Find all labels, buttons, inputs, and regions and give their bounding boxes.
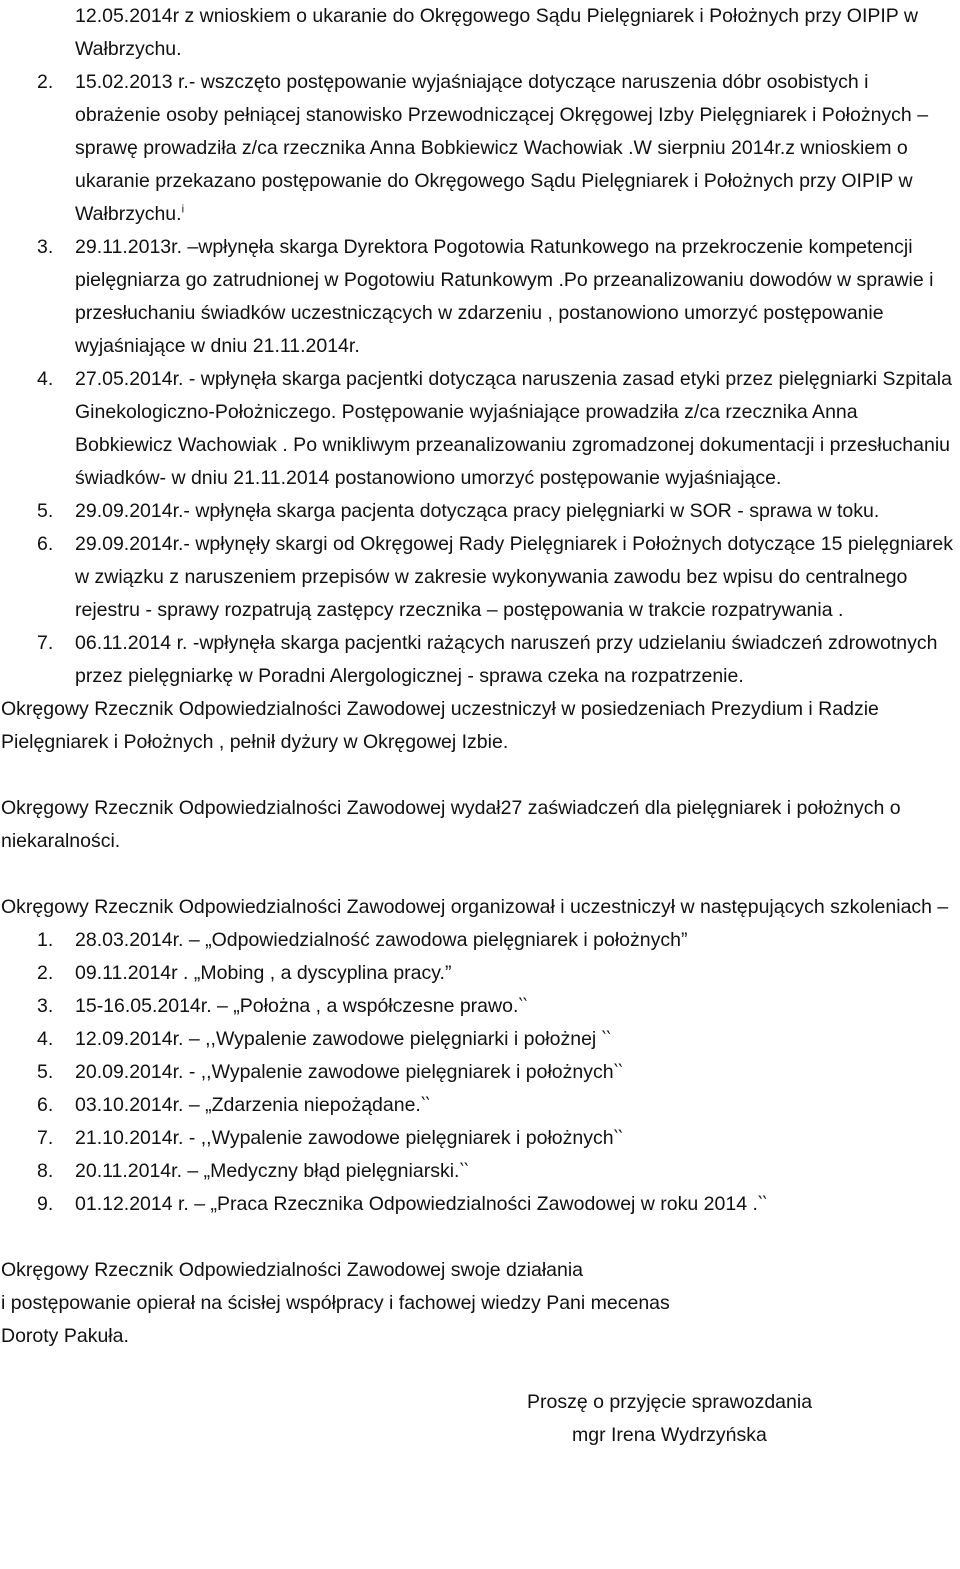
training-text: 03.10.2014r. – „Zdarzenia niepożądane.‵‵: [75, 1094, 430, 1116]
training-text: 28.03.2014r. – „Odpowiedzialność zawodowa pielęgniarek i położnych”: [75, 929, 688, 951]
training-item: [0, 1188, 960, 1221]
certificates-paragraph: Okręgowy Rzecznik Odpowiedzialności Zawodowej wydał27 zaświadczeń dla pielęgniarek i położnych o niekaralności.: [1, 797, 901, 852]
training-text: 20.11.2014r. – „Medyczny błąd pielęgniarski.‵‵: [75, 1160, 469, 1182]
meetings-paragraph: Okręgowy Rzecznik Odpowiedzialności Zawodowej uczestniczył w posiedzeniach Prezydium i Radzie Pielęgniarek i Położnych , pełnił dyżury w Okręgowej Izbie.: [1, 698, 879, 753]
case-text: 15.02.2013 r.- wszczęto postępowanie wyjaśniające dotyczące naruszenia dóbr osobistych i obrażenie osoby pełniącej stanowisko Przewodniczącej Okręgowej Izby Pielęgniarek i Położnych – sprawę prowadziła z/ca rzecznika Anna Bobkiewicz Wachowiak .W sierpniu 2014r.z wnioskiem o ukaranie przekazano postępowanie do Okręgowego Sądu Pielęgniarek i Położnych przy OIPIP w Wałbrzychu.: [75, 71, 929, 225]
case-item: [0, 0, 960, 66]
paragraph-gap: [0, 858, 960, 891]
case-item: [0, 495, 960, 528]
training-text: 15-16.05.2014r. – „Położna , a współczesne prawo.‵‵: [75, 995, 528, 1017]
case-number: 5.: [37, 500, 54, 522]
case-number: [0, 0, 75, 66]
case-number: 4.: [37, 368, 54, 390]
closing-line-3: Doroty Pakuła.: [1, 1325, 129, 1347]
training-number: 8.: [37, 1160, 54, 1182]
signature-request: Proszę o przyjęcie sprawozdania: [527, 1391, 813, 1413]
closing-line-1: Okręgowy Rzecznik Odpowiedzialności Zawodowej swoje działania: [1, 1259, 584, 1281]
training-number: 2.: [37, 962, 54, 984]
case-text: 29.09.2014r.- wpłynęły skargi od Okręgowej Rady Pielęgniarek i Położnych dotyczące 15 pielęgniarek w związku z naruszeniem przepisów w zakresie wykonywania zawodu bez wpisu do centralnego rejestru - sprawy rozpatrują zastępcy rzecznika – postępowania w trakcie rozpatrywania .: [75, 533, 953, 621]
paragraph-gap: [0, 1353, 960, 1386]
case-number: 2.: [37, 71, 54, 93]
case-text: 06.11.2014 r. -wpłynęła skarga pacjentki rażących naruszeń przy udzielaniu świadczeń zdrowotnych przez pielęgniarkę w Poradni Alergologicznej - sprawa czeka na rozpatrzenie.: [75, 632, 938, 687]
training-number: 4.: [37, 1028, 54, 1050]
case-item: [0, 66, 960, 231]
training-item: [0, 1023, 960, 1056]
training-number: 9.: [37, 1193, 54, 1215]
training-number: 7.: [37, 1127, 54, 1149]
training-number: 6.: [37, 1094, 54, 1116]
training-number: 3.: [37, 995, 54, 1017]
case-text: 29.09.2014r.- wpłynęła skarga pacjenta dotycząca pracy pielęgniarki w SOR - sprawa w toku.: [75, 500, 880, 522]
training-text: 01.12.2014 r. – „Praca Rzecznika Odpowiedzialności Zawodowej w roku 2014 .‵‵: [75, 1193, 767, 1215]
case-text-wrapper: [75, 66, 960, 231]
training-item: [0, 924, 960, 957]
training-text: 09.11.2014r . „Mobing , a dyscyplina pracy.”: [75, 962, 452, 984]
training-item: [0, 1089, 960, 1122]
case-number: 3.: [37, 236, 54, 258]
case-text: 27.05.2014r. - wpłynęła skarga pacjentki dotycząca naruszenia zasad etyki przez pielęgniarki Szpitala Ginekologiczno-Położniczego. Postępowanie wyjaśniające prowadziła z/ca rzecznika Anna Bobkiewicz Wachowiak . Po wnikliwym przeanalizowaniu zgromadzonej dokumentacji i przesłuchaniu świadków- w dniu 21.11.2014 postanowiono umorzyć postępowanie wyjaśniające.: [75, 368, 952, 489]
training-number: 5.: [37, 1061, 54, 1083]
case-item: [0, 528, 960, 627]
training-item: [0, 1122, 960, 1155]
case-list: [0, 0, 960, 693]
training-text: 20.09.2014r. - ,,Wypalenie zawodowe pielęgniarek i położnych‵‵: [75, 1061, 623, 1083]
closing-line-2: i postępowanie opierał na ścisłej współpracy i fachowej wiedzy Pani mecenas: [1, 1292, 670, 1314]
paragraph-gap: [0, 759, 960, 792]
case-text: 12.05.2014r z wnioskiem o ukaranie do Okręgowego Sądu Pielęgniarek i Położnych przy OIPIP w Wałbrzychu.: [75, 5, 918, 60]
case-number: 7.: [37, 632, 54, 654]
training-item: [0, 990, 960, 1023]
training-item: [0, 1056, 960, 1089]
case-item: [0, 231, 960, 363]
training-number: 1.: [37, 929, 54, 951]
footnote-marker: i: [181, 203, 185, 216]
case-item: [0, 627, 960, 693]
case-number: 6.: [37, 533, 54, 555]
signature-name: mgr Irena Wydrzyńska: [572, 1424, 767, 1446]
paragraph-gap: [0, 1221, 960, 1254]
training-text: 21.10.2014r. - ,,Wypalenie zawodowe pielęgniarek i położnych‵‵: [75, 1127, 623, 1149]
training-item: [0, 1155, 960, 1188]
training-list: [0, 924, 960, 1221]
training-text: 12.09.2014r. – ,,Wypalenie zawodowe pielęgniarki i położnej ‵‵: [75, 1028, 611, 1050]
training-item: [0, 957, 960, 990]
trainings-intro: Okręgowy Rzecznik Odpowiedzialności Zawodowej organizował i uczestniczył w następujących szkoleniach –: [1, 896, 949, 918]
case-item: [0, 363, 960, 495]
case-text: 29.11.2013r. –wpłynęła skarga Dyrektora Pogotowia Ratunkowego na przekroczenie kompetencji pielęgniarza go zatrudnionej w Pogotowiu Ratunkowym .Po przeanalizowaniu dowodów w sprawie i przesłuchaniu świadków uczestniczących w zdarzeniu , postanowiono umorzyć postępowanie wyjaśniające w dniu 21.11.2014r.: [75, 236, 934, 357]
